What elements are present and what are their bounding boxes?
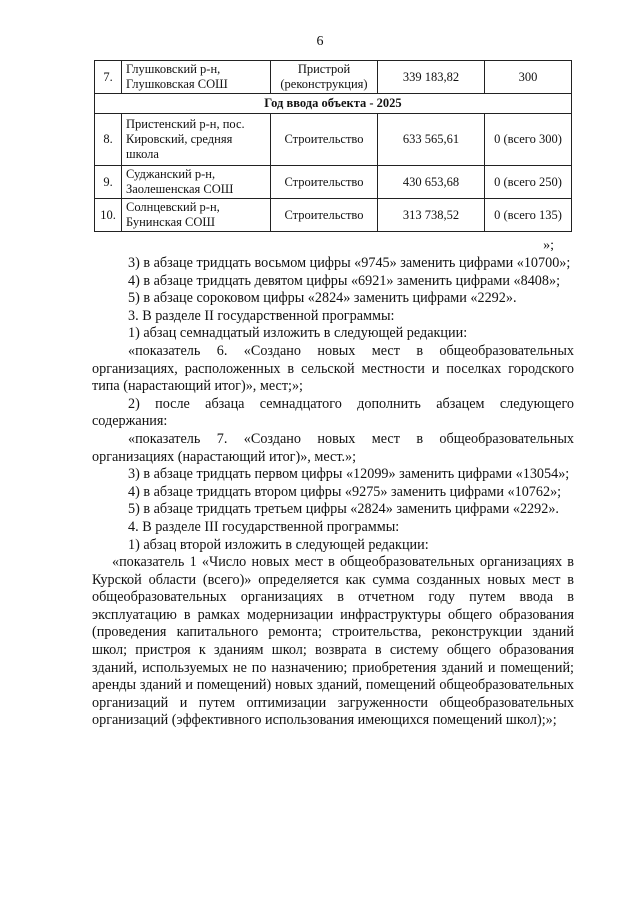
page-number: 6 [316, 34, 324, 49]
places: 0 (всего 250) [485, 166, 572, 199]
work-type: Строительство [271, 199, 378, 232]
objects-table [94, 60, 572, 232]
paragraph: 4) в абзаце тридцать девятом цифры «6921» заменить цифрами «8408»; [128, 272, 561, 289]
paragraph: 5) в абзаце сороковом цифры «2824» заменить цифрами «2292». [128, 290, 517, 307]
district-school: Глушковский р-н, Глушковская СОШ [122, 61, 271, 94]
amount: 339 183,82 [378, 61, 485, 94]
amount: 430 653,68 [378, 166, 485, 199]
paragraph: «показатель 6. «Создано новых мест в общеобразовательных организациях, расположенных в сельской местности и поселках городского типа (нарастающий итог)», мест;»; [92, 342, 574, 395]
table-closing-quote: »; [543, 238, 554, 253]
district-school: Пристенский р-н, пос. Кировский, средняя школа [122, 114, 271, 166]
paragraph: 3) в абзаце тридцать первом цифры «12099» заменить цифрами «13054»; [128, 466, 570, 483]
amount: 633 565,61 [378, 114, 485, 166]
year-heading: Год ввода объекта - 2025 [95, 94, 572, 114]
row-number: 8. [95, 114, 122, 166]
district-school: Суджанский р-н, Заолешенская СОШ [122, 166, 271, 199]
work-type: Пристрой (реконструкция) [271, 61, 378, 94]
work-type: Строительство [271, 166, 378, 199]
paragraph: 4) в абзаце тридцать втором цифры «9275» заменить цифрами «10762»; [128, 483, 562, 500]
table-row [95, 166, 572, 199]
row-number: 7. [95, 61, 122, 94]
places: 0 (всего 135) [485, 199, 572, 232]
paragraph: 4. В разделе III государственной программы: [128, 518, 400, 535]
paragraph: 2) после абзаца семнадцатого дополнить абзацем следующего содержания: [92, 395, 574, 430]
work-type: Строительство [271, 114, 378, 166]
paragraph: 3) в абзаце тридцать восьмом цифры «9745» заменить цифрами «10700»; [128, 255, 571, 271]
paragraph: 5) в абзаце тридцать третьем цифры «2824» заменить цифрами «2292». [128, 501, 559, 518]
row-number: 9. [95, 166, 122, 199]
table-row [95, 61, 572, 94]
paragraph: «показатель 7. «Создано новых мест в общеобразовательных организациях (нарастающий итог)», мест.»; [92, 430, 574, 465]
district-school: Солнцевский р-н, Бунинская СОШ [122, 199, 271, 232]
paragraph: 1) абзац второй изложить в следующей редакции: [128, 536, 429, 553]
paragraph: «показатель 1 «Число новых мест в общеобразовательных организациях в Курской области (всего)» определяется как сумма созданных новых мест в общеобразовательных организациях в отчетном году путем ввода в эксплуатацию в рамках модернизации инфраструктуры общего образования (проведения капитального ремонта; строительства, реконструкции зданий школ; пристроя к зданиям школ; возврата в систему общего образования зданий, используемых не по назначению; приобретения зданий и помещений; аренды зданий и помещений) новых зданий, помещений общеобразовательных организаций и путем оптимизации загруженности общеобразовательных организаций (эффективного использования имеющихся помещений школ);»; [92, 554, 574, 729]
amendment-text [92, 255, 574, 730]
table-row [95, 199, 572, 232]
table-row [95, 114, 572, 166]
row-number: 10. [95, 199, 122, 232]
places: 300 [485, 61, 572, 94]
paragraph: 3. В разделе II государственной программы: [128, 307, 395, 324]
places: 0 (всего 300) [485, 114, 572, 166]
amount: 313 738,52 [378, 199, 485, 232]
paragraph: 1) абзац семнадцатый изложить в следующей редакции: [128, 325, 468, 342]
year-heading-row [95, 94, 572, 114]
